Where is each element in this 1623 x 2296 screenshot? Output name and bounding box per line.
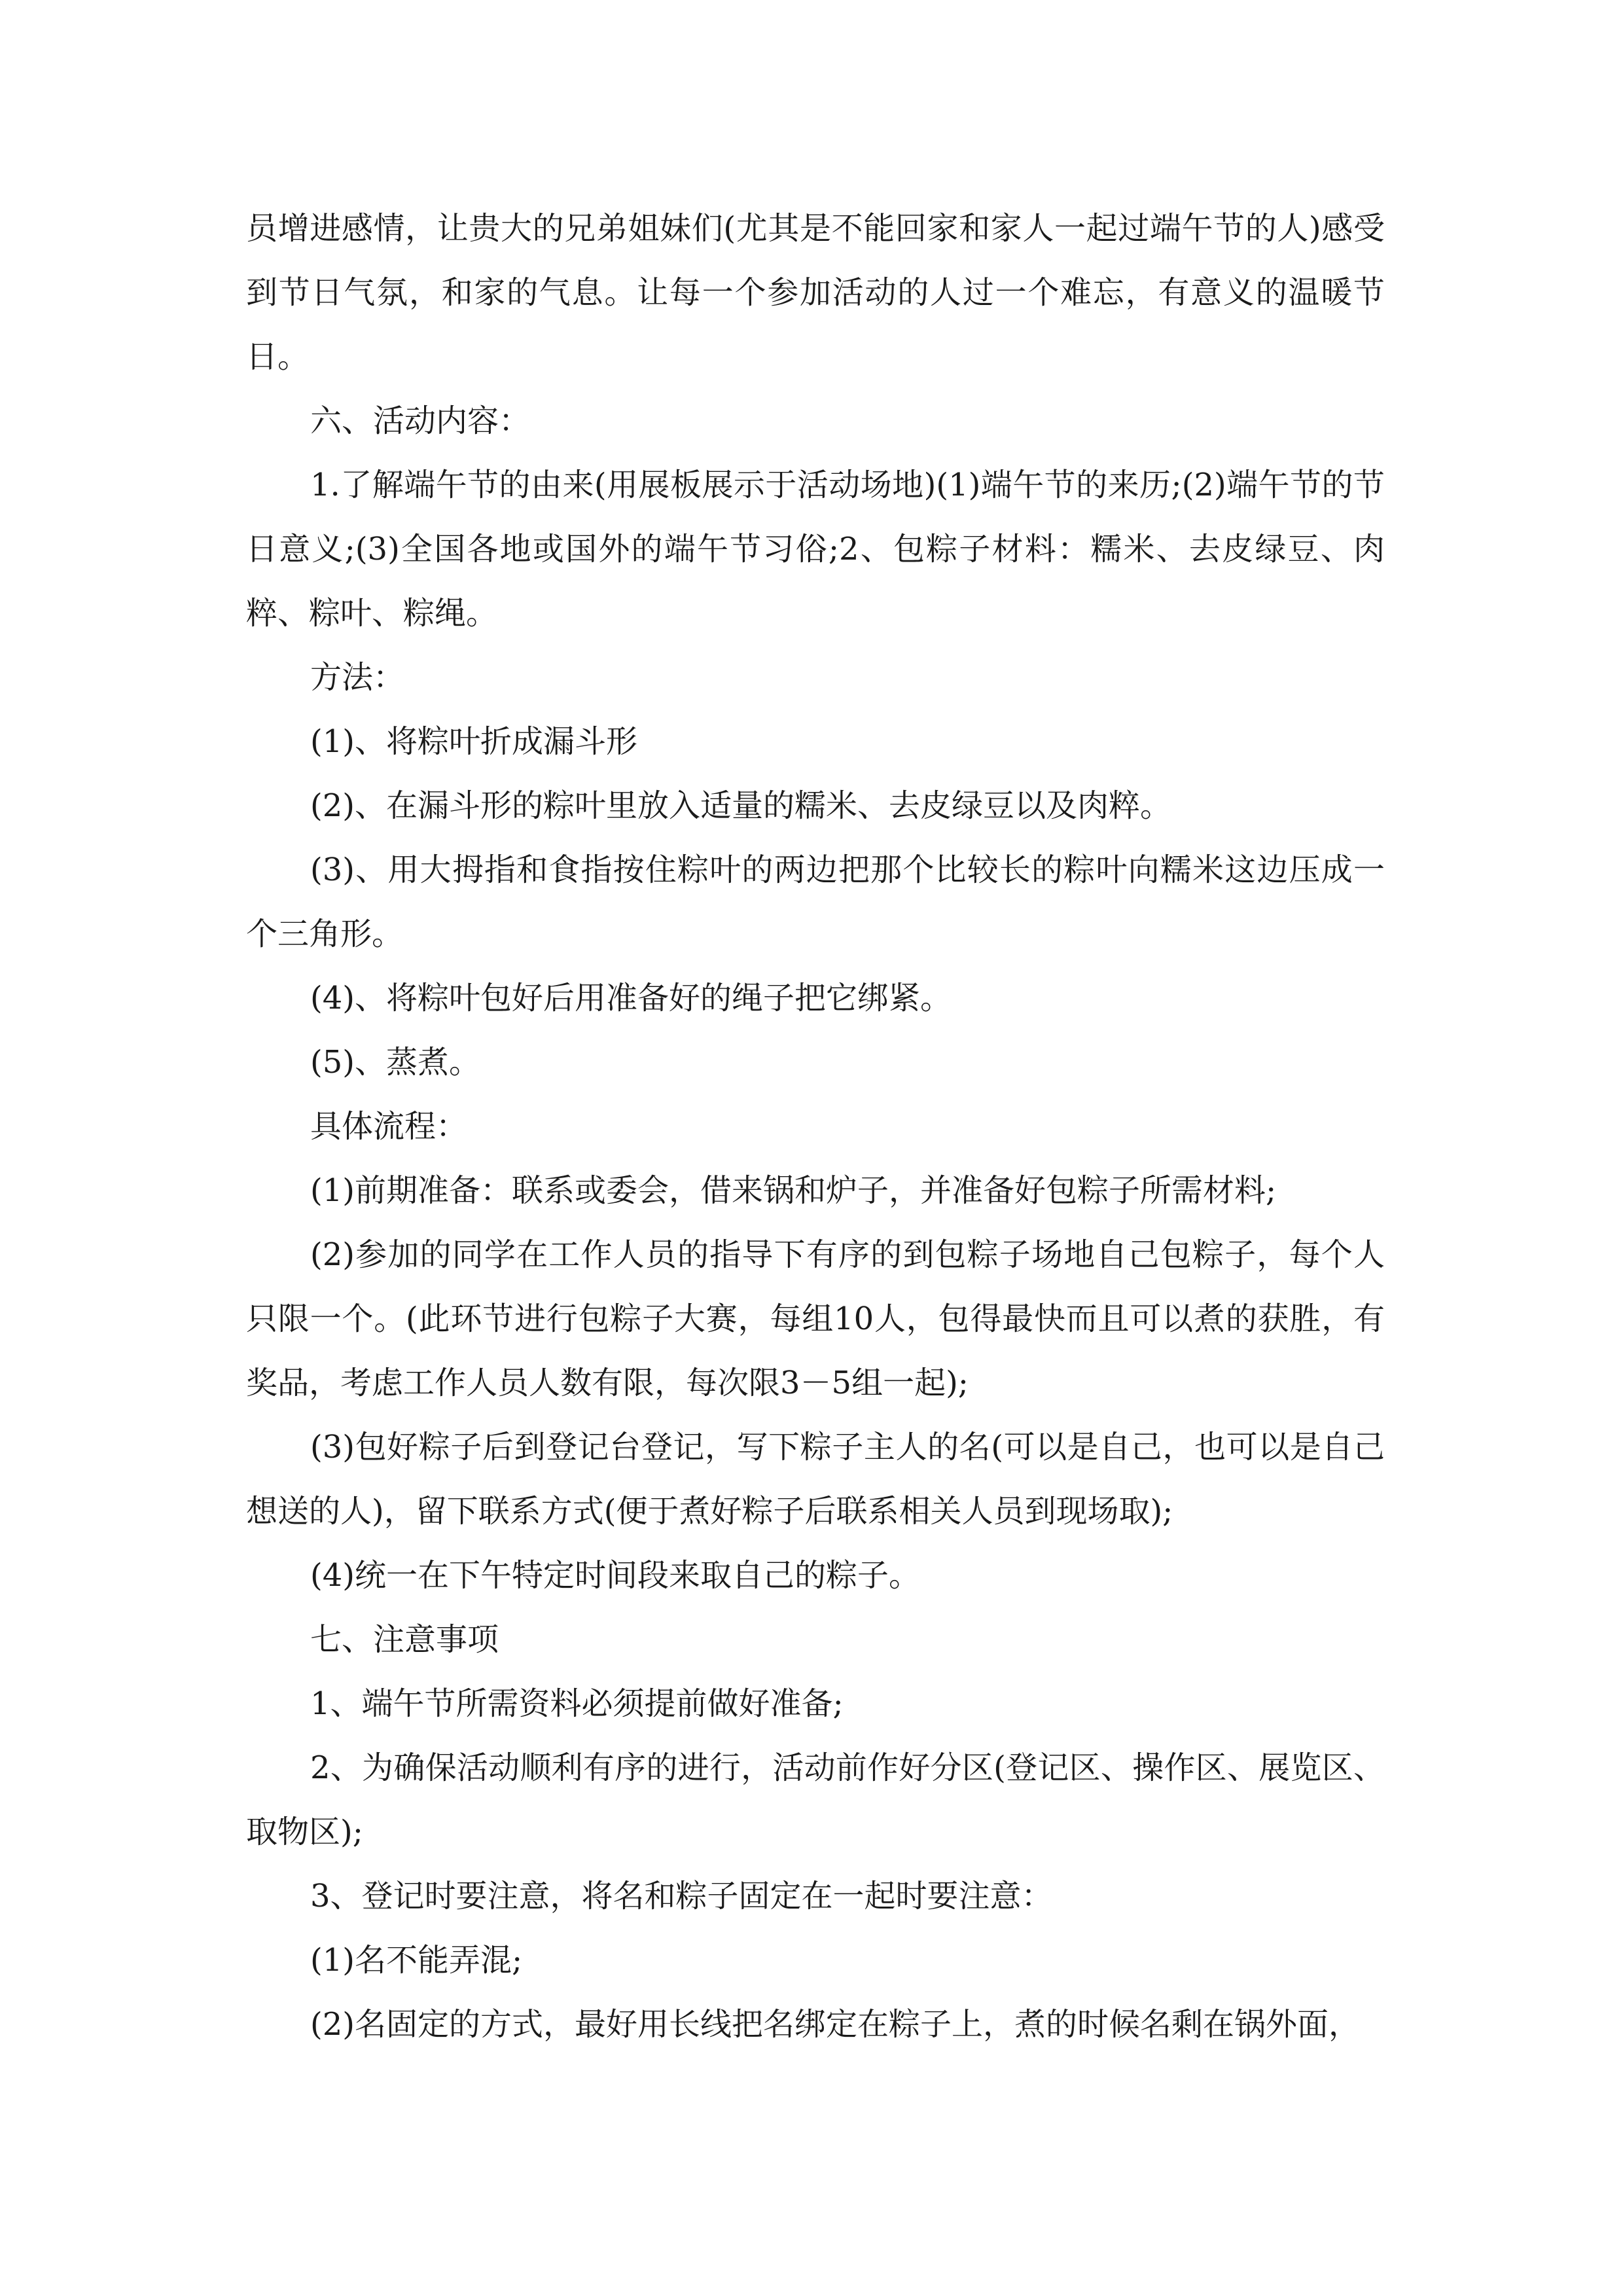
method-step-3: (3)、用大拇指和食指按住粽叶的两边把那个比较长的粽叶向糯米这边压成一个三角形。 (246, 852, 1385, 952)
section-heading-activity-content: 六、活动内容： (310, 403, 531, 439)
procedure-step-4: (4)统一在下午特定时间段来取自己的粽子。 (310, 1557, 920, 1594)
subheading-method: 方法： (310, 659, 405, 696)
note-subitem-2: (2)名固定的方式，最好用长线把名绑定在粽子上，煮的时候名剩在锅外面， (310, 2006, 1360, 2043)
procedure-step-3: (3)包好粽子后到登记台登记，写下粽子主人的名(可以是自己，也可以是自己想送的人)，留下联系方式(便于煮好粽子后联系相关人员到现场取); (246, 1429, 1385, 1530)
method-step-5: (5)、蒸煮。 (310, 1044, 480, 1081)
procedure-step-1: (1)前期准备：联系或委会，借来锅和炉子，并准备好包粽子所需材料; (310, 1172, 1277, 1209)
procedure-step-2: (2)参加的同学在工作人员的指导下有序的到包粽子场地自己包粽子，每个人只限一个。(此环节进行包粽子大赛，每组10人，包得最快而且可以煮的获胜，有奖品，考虑工作人员人数有限，每次限3－5组一起); (246, 1236, 1385, 1401)
note-subitem-1: (1)名不能弄混; (310, 1942, 523, 1979)
method-step-4: (4)、将粽叶包好后用准备好的绳子把它绑紧。 (310, 980, 952, 1016)
note-item-1: 1、端午节所需资料必须提前做好准备; (310, 1685, 844, 1722)
document-body (246, 196, 1385, 2056)
note-item-2: 2、为确保活动顺利有序的进行，活动前作好分区(登记区、操作区、展览区、取物区); (246, 1749, 1385, 1850)
paragraph-intro-continuation: 员增进感情，让贵大的兄弟姐妹们(尤其是不能回家和家人一起过端午节的人)感受到节日气氛，和家的气息。让每一个参加活动的人过一个难忘，有意义的温暖节日。 (246, 210, 1385, 375)
section-heading-notes: 七、注意事项 (310, 1621, 499, 1658)
subheading-procedure: 具体流程： (310, 1108, 468, 1145)
method-step-1: (1)、将粽叶折成漏斗形 (310, 723, 637, 760)
method-step-2: (2)、在漏斗形的粽叶里放入适量的糯米、去皮绿豆以及肉粹。 (310, 787, 1171, 824)
paragraph-dragon-boat-origin: 1.了解端午节的由来(用展板展示于活动场地)(1)端午节的来历;(2)端午节的节日意义;(3)全国各地或国外的端午节习俗;2、包粽子材料：糯米、去皮绿豆、肉粹、粽叶、粽绳。 (246, 467, 1385, 632)
note-item-3: 3、登记时要注意，将名和粽子固定在一起时要注意： (310, 1878, 1053, 1914)
